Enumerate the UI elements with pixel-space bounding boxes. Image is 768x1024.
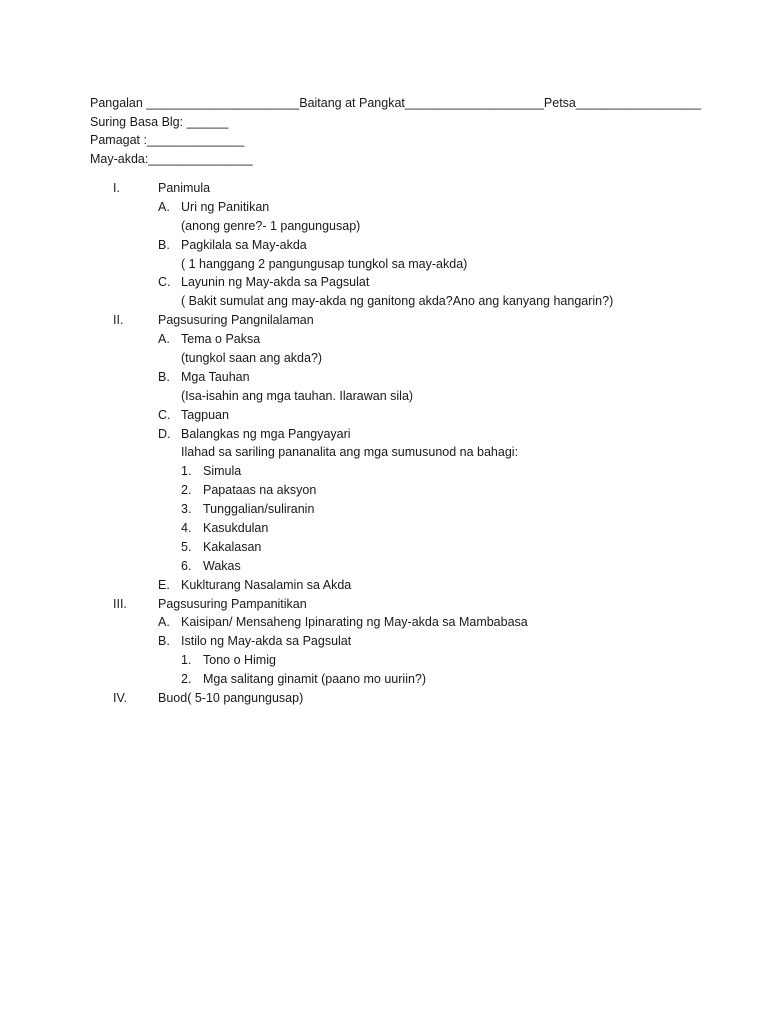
outline-marker: A. <box>158 199 170 214</box>
outline-item <box>0 330 768 349</box>
outline-item <box>0 236 768 255</box>
outline-marker: II. <box>113 313 124 328</box>
outline-item <box>0 443 768 462</box>
outline-marker: E. <box>158 577 170 592</box>
outline-marker: 1. <box>181 653 192 668</box>
outline-item <box>0 519 768 538</box>
outline-marker: D. <box>158 426 171 441</box>
outline-text: Papataas na aksyon <box>203 483 317 498</box>
outline-item <box>0 632 768 651</box>
outline-item <box>0 500 768 519</box>
outline-marker: B. <box>158 634 170 649</box>
outline-list <box>0 179 768 708</box>
outline-text: Kaisipan/ Mensaheng Ipinarating ng May-akda sa Mambabasa <box>181 615 528 630</box>
outline-text: Mga salitang ginamit (paano mo uuriin?) <box>203 672 427 687</box>
outline-marker: 1. <box>181 464 192 479</box>
outline-item <box>0 557 768 576</box>
outline-text: Uri ng Panitikan <box>181 199 270 214</box>
outline-item <box>0 387 768 406</box>
outline-text: Layunin ng May-akda sa Pagsulat <box>181 275 370 290</box>
outline-marker: I. <box>113 181 120 195</box>
outline-text: Istilo ng May-akda sa Pagsulat <box>181 634 352 649</box>
outline-text: Mga Tauhan <box>181 369 250 384</box>
outline-text: Wakas <box>203 558 241 573</box>
outline-item <box>0 481 768 500</box>
title-line: Pamagat :______________ <box>90 133 245 147</box>
outline-item <box>0 425 768 444</box>
outline-text: Buod( 5-10 pangungusap) <box>158 691 304 706</box>
outline-item <box>0 538 768 557</box>
outline-marker: A. <box>158 615 170 630</box>
outline-text: Panimula <box>158 181 211 195</box>
outline-text: Balangkas ng mga Pangyayari <box>181 426 351 441</box>
outline-text: Kasukdulan <box>203 521 269 536</box>
outline-item <box>0 198 768 217</box>
outline-text: Ilahad sa sariling pananalita ang mga sumusunod na bahagi: <box>181 445 519 460</box>
outline-item <box>0 292 768 311</box>
name-grade-date-line: Pangalan ______________________Baitang at Pangkat____________________Petsa__________________ <box>90 96 702 110</box>
outline-marker: 2. <box>181 483 192 498</box>
outline-item <box>0 349 768 368</box>
outline-text: Tunggalian/suliranin <box>203 502 315 517</box>
outline-marker: 2. <box>181 672 192 687</box>
outline-marker: 6. <box>181 558 192 573</box>
outline-item <box>0 255 768 274</box>
outline-text: (tungkol saan ang akda?) <box>181 351 323 366</box>
outline-item <box>0 368 768 387</box>
outline-item <box>0 689 768 708</box>
outline-text: Tema o Paksa <box>181 332 261 347</box>
outline-text: Kuklturang Nasalamin sa Akda <box>181 577 352 592</box>
outline-item <box>0 311 768 330</box>
outline-item <box>0 613 768 632</box>
outline-text: Pagsusuring Pangnilalaman <box>158 313 314 328</box>
outline-item <box>0 670 768 689</box>
outline-marker: III. <box>113 596 127 611</box>
outline-text: (anong genre?- 1 pangungusap) <box>181 218 361 233</box>
outline-marker: 3. <box>181 502 192 517</box>
form-header <box>90 94 701 168</box>
outline-text: (Isa-isahin ang mga tauhan. Ilarawan sila) <box>181 388 414 403</box>
outline-text: Pagkilala sa May-akda <box>181 237 307 252</box>
outline-text: Tono o Himig <box>203 653 276 668</box>
outline-marker: B. <box>158 369 170 384</box>
outline-item <box>0 595 768 614</box>
outline-text: Pagsusuring Pampanitikan <box>158 596 307 611</box>
outline-marker: 4. <box>181 521 192 536</box>
outline-marker: C. <box>158 275 171 290</box>
outline-marker: A. <box>158 332 170 347</box>
outline-item <box>0 217 768 236</box>
outline-item <box>0 179 768 198</box>
outline-item <box>0 576 768 595</box>
outline-marker: C. <box>158 407 171 422</box>
reading-number-line: Suring Basa Blg: ______ <box>90 114 229 129</box>
outline-marker: 5. <box>181 539 192 554</box>
outline-item <box>0 406 768 425</box>
outline-item <box>0 651 768 670</box>
outline-item <box>0 273 768 292</box>
outline-marker: IV. <box>113 691 128 706</box>
author-line: May-akda:_______________ <box>90 151 253 166</box>
outline-marker: B. <box>158 237 170 252</box>
outline-text: Kakalasan <box>203 539 262 554</box>
outline-text: Simula <box>203 464 242 479</box>
outline-text: Tagpuan <box>181 407 229 422</box>
outline-text: ( Bakit sumulat ang may-akda ng ganitong akda?Ano ang kanyang hangarin?) <box>181 294 614 309</box>
outline-item <box>0 462 768 481</box>
outline-text: ( 1 hanggang 2 pangungusap tungkol sa may-akda) <box>181 256 468 271</box>
